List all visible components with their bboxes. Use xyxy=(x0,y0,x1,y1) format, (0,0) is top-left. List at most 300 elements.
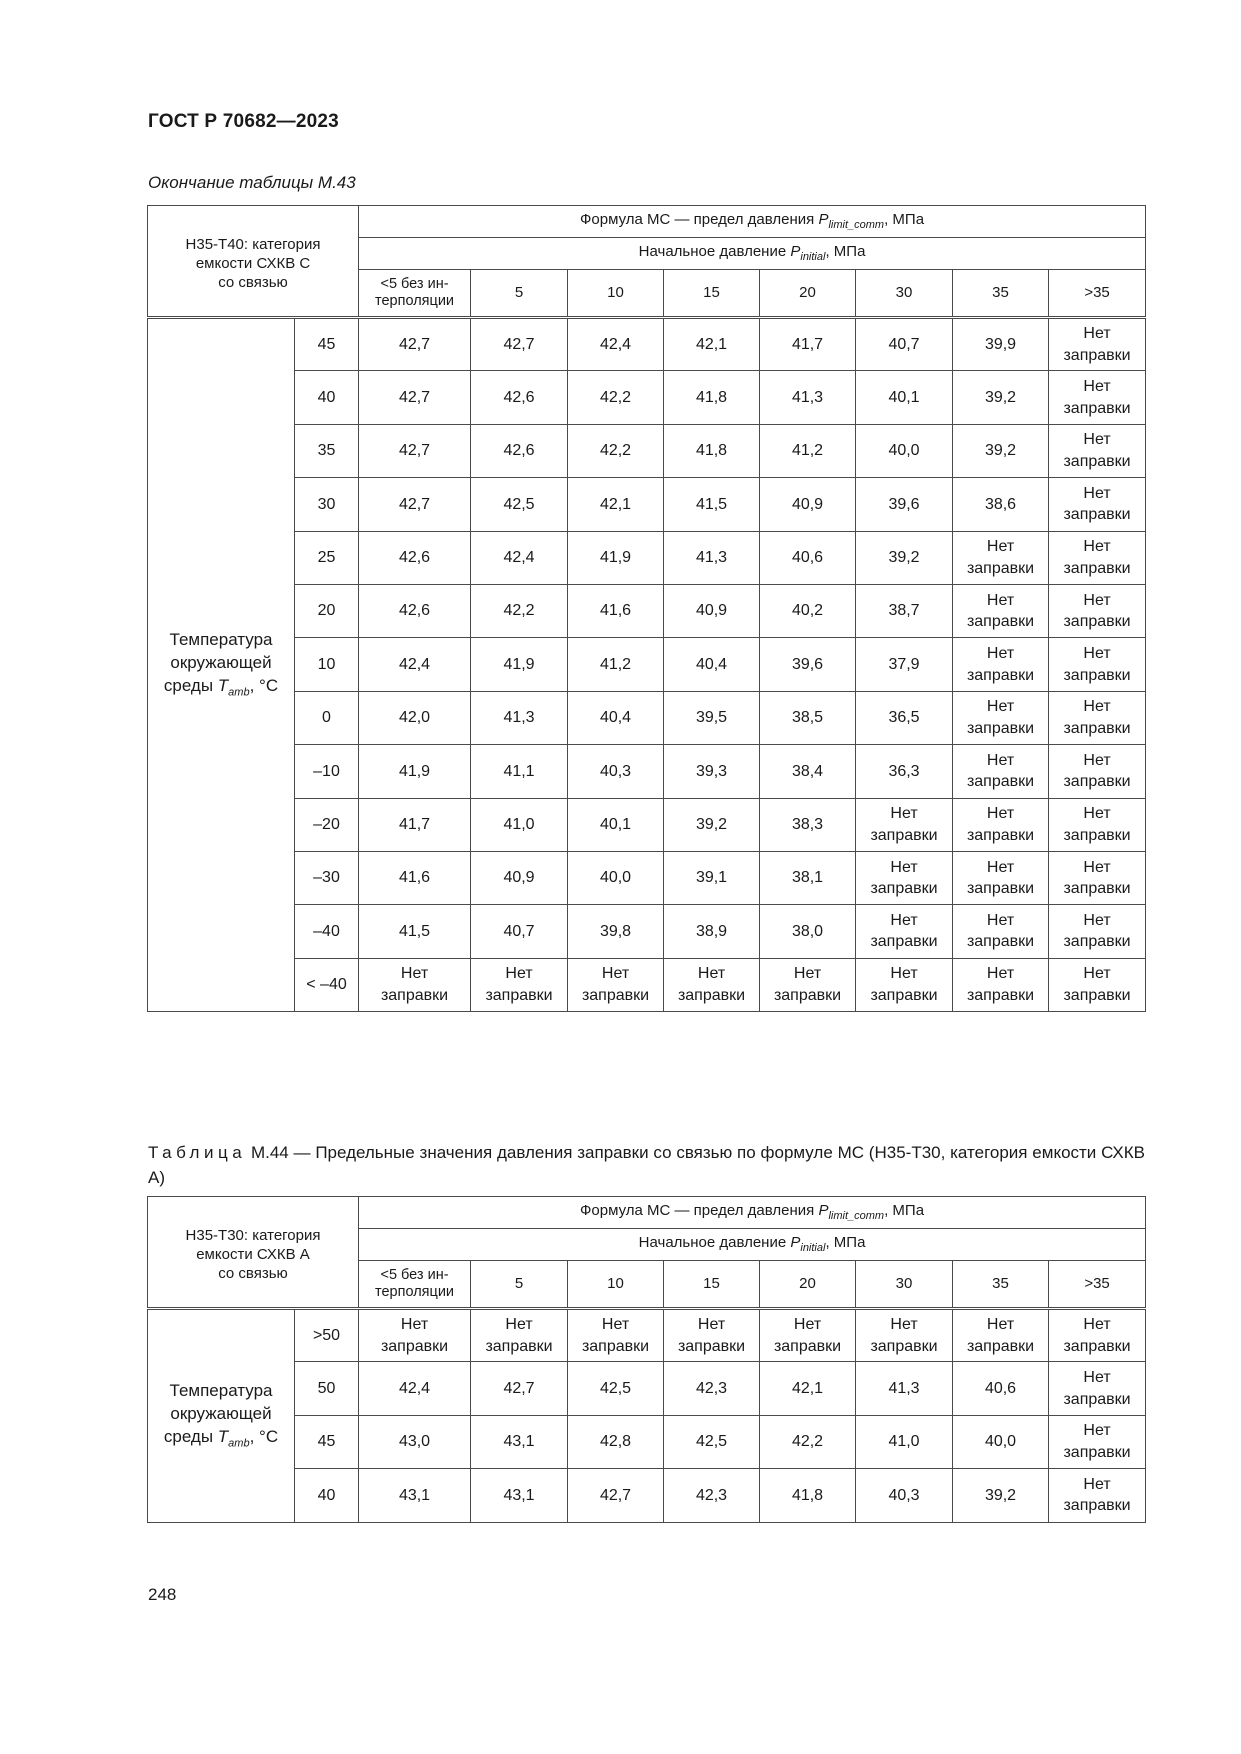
no-fill-cell xyxy=(1049,691,1146,744)
corner-label-line: Н35-Т30: категория xyxy=(185,1227,321,1244)
header-row xyxy=(148,1197,1146,1229)
row-label-symbol: T xyxy=(217,676,229,696)
no-fill-line: заправки xyxy=(966,613,1035,631)
value-cell: 42,7 xyxy=(471,318,568,371)
column-header xyxy=(359,1261,471,1309)
header-subscript: limit_comm xyxy=(828,1210,885,1223)
table-row xyxy=(148,1469,1146,1522)
no-fill-line: Нет xyxy=(1083,965,1111,983)
table2-caption-label: Таблица xyxy=(148,1143,247,1162)
no-fill-cell xyxy=(856,851,953,904)
no-fill-line: заправки xyxy=(966,933,1035,951)
no-fill-line: Нет xyxy=(986,965,1015,983)
value-cell: 42,4 xyxy=(359,638,471,691)
no-fill-line: Нет xyxy=(697,965,726,983)
temperature-cell: 40 xyxy=(295,1469,359,1522)
no-fill-line: заправки xyxy=(1063,399,1131,417)
table-row xyxy=(148,1415,1146,1468)
value-cell: 43,1 xyxy=(359,1469,471,1522)
column-header: 10 xyxy=(568,1261,664,1309)
no-fill-line: Нет xyxy=(1083,1316,1111,1334)
no-fill-line: заправки xyxy=(966,826,1035,844)
no-fill-cell xyxy=(760,1309,856,1362)
header-symbol: P xyxy=(790,243,801,261)
header-unit: , МПа xyxy=(825,1234,866,1252)
table-m44 xyxy=(147,1196,1146,1523)
value-cell: 42,6 xyxy=(471,424,568,477)
temperature-cell: 10 xyxy=(295,638,359,691)
value-cell: 41,8 xyxy=(664,424,760,477)
page-number: 248 xyxy=(148,1585,177,1604)
no-fill-line: Нет xyxy=(986,858,1015,876)
value-cell: 40,0 xyxy=(568,851,664,904)
initial-pressure-header xyxy=(359,238,1146,270)
value-cell: 42,1 xyxy=(664,318,760,371)
value-cell: 42,8 xyxy=(568,1415,664,1468)
value-cell: 41,9 xyxy=(568,531,664,584)
value-cell: 40,7 xyxy=(856,318,953,371)
temperature-cell: 50 xyxy=(295,1362,359,1415)
column-header: >35 xyxy=(1049,270,1146,318)
no-fill-line: Нет xyxy=(986,644,1015,662)
value-cell: 41,3 xyxy=(760,371,856,424)
value-cell: 39,2 xyxy=(953,1469,1049,1522)
value-cell: 42,3 xyxy=(664,1362,760,1415)
no-fill-line: Нет xyxy=(890,858,918,876)
no-fill-cell xyxy=(664,1309,760,1362)
header-subscript: limit_comm xyxy=(828,219,885,232)
header-text: Формула МС — предел давления xyxy=(580,1202,819,1220)
header-symbol: P xyxy=(790,1234,801,1252)
value-cell: 42,2 xyxy=(471,584,568,637)
row-label-line: Температура xyxy=(169,1381,273,1401)
column-header: >35 xyxy=(1049,1261,1146,1309)
header-unit: , МПа xyxy=(884,1202,925,1220)
no-fill-cell xyxy=(953,745,1049,798)
value-cell: 41,6 xyxy=(568,584,664,637)
no-fill-cell xyxy=(856,958,953,1011)
value-cell: 40,7 xyxy=(471,905,568,958)
no-fill-line: заправки xyxy=(773,1337,842,1355)
value-cell: 39,2 xyxy=(664,798,760,851)
no-fill-cell xyxy=(1049,958,1146,1011)
no-fill-line: заправки xyxy=(1063,826,1131,844)
value-cell: 41,7 xyxy=(359,798,471,851)
initial-pressure-header xyxy=(359,1229,1146,1261)
value-cell: 41,6 xyxy=(359,851,471,904)
temperature-cell: 45 xyxy=(295,318,359,371)
value-cell: 42,3 xyxy=(664,1469,760,1522)
table-row xyxy=(148,1309,1146,1362)
no-fill-cell xyxy=(953,691,1049,744)
column-header: 35 xyxy=(953,1261,1049,1309)
table-row xyxy=(148,638,1146,691)
no-fill-cell xyxy=(1049,371,1146,424)
value-cell: 41,2 xyxy=(568,638,664,691)
no-fill-cell xyxy=(1049,1415,1146,1468)
corner-label-line: Н35-Т40: категория xyxy=(185,236,321,253)
table-row xyxy=(148,318,1146,371)
no-fill-line: Нет xyxy=(793,1316,822,1334)
no-fill-cell xyxy=(1049,905,1146,958)
no-fill-line: заправки xyxy=(773,986,842,1004)
value-cell: 39,8 xyxy=(568,905,664,958)
no-fill-line: заправки xyxy=(1063,880,1131,898)
value-cell: 39,2 xyxy=(856,531,953,584)
corner-label-line: емкости СХКВ С xyxy=(195,254,311,272)
table-row xyxy=(148,531,1146,584)
table-row xyxy=(148,584,1146,637)
value-cell: 43,0 xyxy=(359,1415,471,1468)
no-fill-cell xyxy=(1049,1469,1146,1522)
value-cell: 39,9 xyxy=(953,318,1049,371)
row-label-subscript: amb xyxy=(228,686,250,699)
no-fill-line: заправки xyxy=(966,666,1035,684)
value-cell: 40,3 xyxy=(568,745,664,798)
no-fill-cell xyxy=(953,851,1049,904)
no-fill-line: Нет xyxy=(400,1316,429,1334)
value-cell: 42,6 xyxy=(359,584,471,637)
table-row xyxy=(148,424,1146,477)
no-fill-cell xyxy=(1049,638,1146,691)
row-label-subscript: amb xyxy=(228,1437,250,1450)
document-header: ГОСТ Р 70682—2023 xyxy=(148,111,339,132)
value-cell: 42,7 xyxy=(568,1469,664,1522)
column-header: 10 xyxy=(568,270,664,318)
value-cell: 42,7 xyxy=(359,424,471,477)
temperature-cell: –10 xyxy=(295,745,359,798)
row-label xyxy=(148,1309,295,1523)
value-cell: 41,8 xyxy=(760,1469,856,1522)
value-cell: 39,1 xyxy=(664,851,760,904)
no-fill-line: заправки xyxy=(1063,506,1131,524)
value-cell: 42,2 xyxy=(568,424,664,477)
value-cell: 40,4 xyxy=(664,638,760,691)
no-fill-line: заправки xyxy=(1063,346,1131,364)
value-cell: 36,3 xyxy=(856,745,953,798)
no-fill-line: Нет xyxy=(890,1316,918,1334)
column-header: 35 xyxy=(953,270,1049,318)
value-cell: 40,0 xyxy=(953,1415,1049,1468)
row-label-line: окружающей xyxy=(170,653,272,673)
no-fill-line: заправки xyxy=(485,986,553,1004)
no-fill-cell xyxy=(1049,745,1146,798)
no-fill-line: заправки xyxy=(677,986,746,1004)
no-fill-line: заправки xyxy=(380,986,449,1004)
row-label-line: окружающей xyxy=(170,1404,272,1424)
value-cell: 38,7 xyxy=(856,584,953,637)
no-fill-cell xyxy=(359,958,471,1011)
value-cell: 38,1 xyxy=(760,851,856,904)
no-fill-cell xyxy=(1049,1309,1146,1362)
value-cell: 42,7 xyxy=(359,371,471,424)
no-fill-line: заправки xyxy=(1063,719,1131,737)
no-fill-line: заправки xyxy=(966,986,1035,1004)
no-fill-cell xyxy=(953,905,1049,958)
value-cell: 42,1 xyxy=(760,1362,856,1415)
no-fill-cell xyxy=(1049,478,1146,531)
no-fill-cell xyxy=(1049,798,1146,851)
no-fill-cell xyxy=(953,1309,1049,1362)
column-header: 15 xyxy=(664,1261,760,1309)
temperature-cell: 35 xyxy=(295,424,359,477)
no-fill-cell xyxy=(1049,424,1146,477)
no-fill-cell xyxy=(664,958,760,1011)
value-cell: 42,7 xyxy=(471,1362,568,1415)
value-cell: 40,9 xyxy=(471,851,568,904)
no-fill-line: Нет xyxy=(986,698,1015,716)
temperature-cell: 45 xyxy=(295,1415,359,1468)
value-cell: 42,6 xyxy=(471,371,568,424)
value-cell: 42,7 xyxy=(359,478,471,531)
value-cell: 41,0 xyxy=(471,798,568,851)
column-header: 20 xyxy=(760,270,856,318)
no-fill-line: заправки xyxy=(870,986,938,1004)
value-cell: 41,3 xyxy=(664,531,760,584)
value-cell: 42,4 xyxy=(471,531,568,584)
column-header-line: <5 без ин- xyxy=(380,275,449,292)
no-fill-line: заправки xyxy=(966,559,1035,577)
no-fill-line: заправки xyxy=(1063,933,1131,951)
no-fill-line: Нет xyxy=(1083,858,1111,876)
no-fill-line: заправки xyxy=(1063,1390,1131,1408)
row-label-line: среды xyxy=(163,1427,218,1447)
no-fill-line: Нет xyxy=(890,965,918,983)
value-cell: 41,5 xyxy=(359,905,471,958)
value-cell: 42,1 xyxy=(568,478,664,531)
value-cell: 39,2 xyxy=(953,424,1049,477)
column-header: 5 xyxy=(471,270,568,318)
no-fill-cell xyxy=(471,958,568,1011)
row-label-unit: , °C xyxy=(249,1427,279,1447)
no-fill-cell xyxy=(1049,1362,1146,1415)
value-cell: 40,3 xyxy=(856,1469,953,1522)
value-cell: 41,1 xyxy=(471,745,568,798)
table-row xyxy=(148,798,1146,851)
no-fill-line: заправки xyxy=(1063,986,1131,1004)
no-fill-cell xyxy=(856,1309,953,1362)
row-label-line: Температура xyxy=(169,630,273,650)
no-fill-cell xyxy=(568,958,664,1011)
column-header: 20 xyxy=(760,1261,856,1309)
no-fill-line: заправки xyxy=(966,880,1035,898)
column-header: 15 xyxy=(664,270,760,318)
table-m43 xyxy=(147,205,1146,1012)
value-cell: 39,6 xyxy=(760,638,856,691)
value-cell: 41,9 xyxy=(471,638,568,691)
no-fill-cell xyxy=(1049,318,1146,371)
no-fill-line: заправки xyxy=(581,1337,650,1355)
formula-header xyxy=(359,206,1146,238)
value-cell: 40,2 xyxy=(760,584,856,637)
value-cell: 40,6 xyxy=(953,1362,1049,1415)
no-fill-line: Нет xyxy=(793,965,822,983)
no-fill-line: заправки xyxy=(1063,773,1131,791)
no-fill-line: заправки xyxy=(1063,1443,1131,1461)
no-fill-cell xyxy=(953,638,1049,691)
no-fill-line: заправки xyxy=(677,1337,746,1355)
value-cell: 40,6 xyxy=(760,531,856,584)
value-cell: 42,2 xyxy=(760,1415,856,1468)
no-fill-line: Нет xyxy=(1083,911,1111,929)
table-row xyxy=(148,691,1146,744)
no-fill-line: Нет xyxy=(697,1316,726,1334)
column-header: 30 xyxy=(856,1261,953,1309)
formula-header xyxy=(359,1197,1146,1229)
temperature-cell: 20 xyxy=(295,584,359,637)
value-cell: 42,5 xyxy=(664,1415,760,1468)
value-cell: 42,7 xyxy=(359,318,471,371)
value-cell: 39,5 xyxy=(664,691,760,744)
value-cell: 42,5 xyxy=(568,1362,664,1415)
header-subscript: initial xyxy=(800,251,826,264)
row-label-unit: , °C xyxy=(249,676,279,696)
value-cell: 42,6 xyxy=(359,531,471,584)
no-fill-line: Нет xyxy=(1083,1368,1111,1386)
temperature-cell: 30 xyxy=(295,478,359,531)
value-cell: 42,5 xyxy=(471,478,568,531)
no-fill-cell xyxy=(1049,531,1146,584)
corner-label-line: емкости СХКВ А xyxy=(196,1245,310,1263)
no-fill-line: Нет xyxy=(1083,1475,1111,1493)
header-symbol: P xyxy=(818,1202,829,1220)
no-fill-line: заправки xyxy=(581,986,650,1004)
no-fill-cell xyxy=(760,958,856,1011)
value-cell: 42,2 xyxy=(568,371,664,424)
column-header: 5 xyxy=(471,1261,568,1309)
no-fill-line: Нет xyxy=(1083,377,1111,395)
value-cell: 40,1 xyxy=(856,371,953,424)
no-fill-line: Нет xyxy=(986,911,1015,929)
temperature-cell: –30 xyxy=(295,851,359,904)
corner-label xyxy=(148,1197,359,1309)
no-fill-line: Нет xyxy=(505,965,533,983)
no-fill-line: Нет xyxy=(601,965,630,983)
temperature-cell: 40 xyxy=(295,371,359,424)
no-fill-line: заправки xyxy=(966,1337,1035,1355)
table-row xyxy=(148,1362,1146,1415)
header-row xyxy=(148,206,1146,238)
value-cell: 40,4 xyxy=(568,691,664,744)
no-fill-line: заправки xyxy=(870,880,938,898)
no-fill-line: Нет xyxy=(1083,644,1111,662)
column-header-line: терполяции xyxy=(375,293,455,309)
no-fill-line: заправки xyxy=(870,826,938,844)
header-text: Начальное давление xyxy=(638,243,791,261)
no-fill-cell xyxy=(568,1309,664,1362)
table-row xyxy=(148,958,1146,1011)
row-label-line: среды xyxy=(163,676,218,696)
table-row xyxy=(148,371,1146,424)
no-fill-line: Нет xyxy=(986,805,1015,823)
no-fill-line: Нет xyxy=(986,751,1015,769)
value-cell: 39,3 xyxy=(664,745,760,798)
no-fill-cell xyxy=(953,798,1049,851)
column-header: 30 xyxy=(856,270,953,318)
corner-label-line: со связью xyxy=(218,273,288,291)
no-fill-line: Нет xyxy=(1083,484,1111,502)
no-fill-line: заправки xyxy=(870,933,938,951)
no-fill-line: заправки xyxy=(1063,666,1131,684)
no-fill-line: Нет xyxy=(1083,698,1111,716)
value-cell: 42,4 xyxy=(359,1362,471,1415)
value-cell: 41,0 xyxy=(856,1415,953,1468)
table-row xyxy=(148,905,1146,958)
table-row xyxy=(148,851,1146,904)
value-cell: 40,9 xyxy=(664,584,760,637)
value-cell: 38,5 xyxy=(760,691,856,744)
no-fill-line: заправки xyxy=(1063,613,1131,631)
corner-label xyxy=(148,206,359,318)
temperature-cell: >50 xyxy=(295,1309,359,1362)
no-fill-line: заправки xyxy=(966,719,1035,737)
value-cell: 37,9 xyxy=(856,638,953,691)
value-cell: 41,2 xyxy=(760,424,856,477)
value-cell: 38,3 xyxy=(760,798,856,851)
header-unit: , МПа xyxy=(825,243,866,261)
no-fill-line: заправки xyxy=(1063,559,1131,577)
no-fill-line: Нет xyxy=(400,965,429,983)
column-header-line: терполяции xyxy=(375,1284,455,1300)
header-text: Формула МС — предел давления xyxy=(580,211,819,229)
no-fill-cell xyxy=(953,584,1049,637)
value-cell: 38,0 xyxy=(760,905,856,958)
no-fill-line: Нет xyxy=(505,1316,533,1334)
table-row xyxy=(148,478,1146,531)
no-fill-cell xyxy=(471,1309,568,1362)
no-fill-cell xyxy=(1049,584,1146,637)
header-subscript: initial xyxy=(800,1242,826,1255)
no-fill-line: Нет xyxy=(1083,325,1111,343)
value-cell: 42,0 xyxy=(359,691,471,744)
no-fill-cell xyxy=(856,798,953,851)
no-fill-line: Нет xyxy=(890,805,918,823)
no-fill-line: Нет xyxy=(1083,431,1111,449)
temperature-cell: –20 xyxy=(295,798,359,851)
no-fill-line: заправки xyxy=(966,773,1035,791)
column-header xyxy=(359,270,471,318)
no-fill-line: Нет xyxy=(1083,591,1111,609)
no-fill-cell xyxy=(953,531,1049,584)
no-fill-line: заправки xyxy=(1063,1497,1131,1515)
no-fill-line: Нет xyxy=(1083,805,1111,823)
no-fill-line: Нет xyxy=(986,591,1015,609)
value-cell: 40,0 xyxy=(856,424,953,477)
value-cell: 43,1 xyxy=(471,1415,568,1468)
no-fill-line: Нет xyxy=(601,1316,630,1334)
no-fill-line: Нет xyxy=(1083,751,1111,769)
value-cell: 38,4 xyxy=(760,745,856,798)
value-cell: 41,8 xyxy=(664,371,760,424)
row-label xyxy=(148,318,295,1012)
value-cell: 41,3 xyxy=(856,1362,953,1415)
no-fill-line: Нет xyxy=(986,1316,1015,1334)
no-fill-cell xyxy=(1049,851,1146,904)
value-cell: 40,1 xyxy=(568,798,664,851)
value-cell: 41,5 xyxy=(664,478,760,531)
value-cell: 39,2 xyxy=(953,371,1049,424)
value-cell: 43,1 xyxy=(471,1469,568,1522)
no-fill-line: заправки xyxy=(870,1337,938,1355)
value-cell: 38,6 xyxy=(953,478,1049,531)
header-unit: , МПа xyxy=(884,211,925,229)
value-cell: 39,6 xyxy=(856,478,953,531)
no-fill-line: Нет xyxy=(890,911,918,929)
corner-label-line: со связью xyxy=(218,1264,288,1282)
value-cell: 40,9 xyxy=(760,478,856,531)
temperature-cell: < –40 xyxy=(295,958,359,1011)
no-fill-line: Нет xyxy=(1083,1422,1111,1440)
